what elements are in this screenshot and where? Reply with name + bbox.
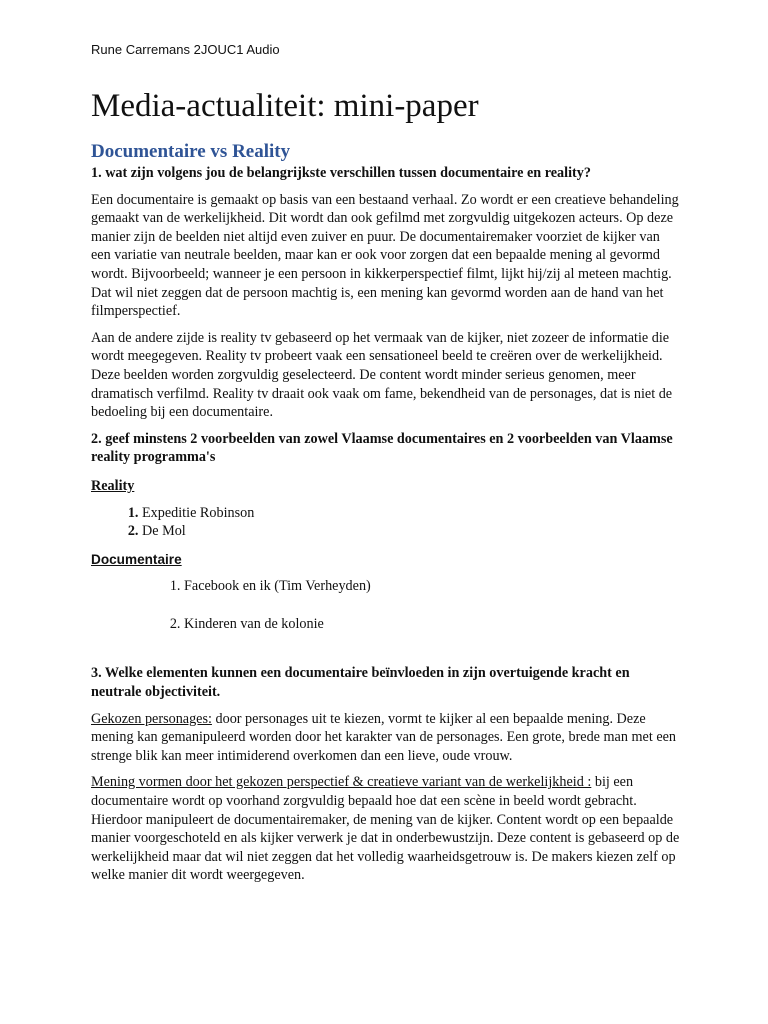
page-title: Media-actualiteit: mini-paper — [91, 88, 479, 124]
point-2-text: bij een documentaire wordt op voorhand zorgvuldig bepaald hoe dat een scène in beeld wordt gebracht. Hierdoor manipuleert de documentairemaker, de mening van de kijker. Content wordt op een bepaalde manier voorgeschoteld en als kijker verwerk je dat in onderbewustzijn. Deze content is gebaseerd op de werkelijkheid maar dat wil niet zeggen dat het volledig waarheidsgetrouw is. De makers kiezen zelf op welke manier dit wordt weergegeven. — [91, 774, 680, 884]
document-body — [91, 140, 681, 893]
document-subtitle: Documentaire vs Reality — [91, 141, 291, 162]
point-2-label: Mening vormen door het gekozen perspectief & creatieve variant van de werkelijkheid : — [91, 774, 592, 791]
answer-1-paragraph-1: Een documentaire is gemaakt op basis van een bestaand verhaal. Zo wordt er een creatieve behandeling gemaakt van de werkelijkheid. Dit wordt dan ook gefilmd met zorgvuldig uitgekozen acteurs. Op deze manier zijn de beelden niet altijd even zuiver en puur. De documentairemaker voorziet de kijker van een variatie van neutrale beelden, maar kan er ook voor zorgen dat een bepaalde mening al gevormd wordt. Bijvoorbeeld; wanneer je een persoon in kikkerperspectief filmt, lijkt hij/zij al meteen machtig. Dat wil niet zeggen dat de persoon machtig is, een mening kan gevormd worden aan de hand van het filmperspectief. — [91, 191, 679, 320]
answer-3-point-2 — [91, 773, 681, 885]
list-item: 2. De Mol — [142, 522, 681, 541]
list-item: 2. Kinderen van de kolonie — [184, 615, 681, 634]
point-1-label: Gekozen personages: — [91, 710, 212, 727]
question-2: 2. geef minstens 2 voorbeelden van zowel Vlaamse documentaires en 2 voorbeelden van Vlaamse reality programma's — [91, 430, 673, 466]
answer-1-paragraph-2: Aan de andere zijde is reality tv gebaseerd op het vermaak van de kijker, niet zozeer de informatie die wordt meegegeven. Reality tv probeert vaak een sensationeel beeld te creëren over de werkelijkheid. Deze beelden worden zorgvuldig geselecteerd. De content wordt minder serieus genomen, meer dramatisch verfilmd. Reality tv draait ook vaak om fame, bekendheid van de personages, dat is niet de bedoeling bij een documentaire. — [91, 329, 673, 421]
spacer — [91, 652, 681, 664]
point-1-text: door personages uit te kiezen, vormt te kijker al een bepaalde mening. Deze mening kan gemanipuleerd worden door het karakter van de personages. Een grote, brede man met een strenge blik kan meer intimiderend overkomen dan een lieve, oude vrouw. — [91, 710, 677, 764]
documentaire-list — [91, 577, 681, 633]
documentaire-heading: Documentaire — [91, 551, 182, 567]
list-item: 1. Expeditie Robinson — [142, 504, 681, 523]
list-item: 1. Facebook en ik (Tim Verheyden) — [184, 577, 681, 596]
question-1: 1. wat zijn volgens jou de belangrijkste verschillen tussen documentaire en reality? — [91, 165, 591, 181]
question-3: 3. Welke elementen kunnen een documentaire beïnvloeden in zijn overtuigende kracht en neutrale objectiviteit. — [91, 665, 630, 701]
reality-heading: Reality — [91, 477, 135, 494]
answer-3-point-1 — [91, 710, 681, 766]
author-header: Rune Carremans 2JOUC1 Audio — [91, 42, 280, 57]
reality-list — [91, 504, 681, 541]
